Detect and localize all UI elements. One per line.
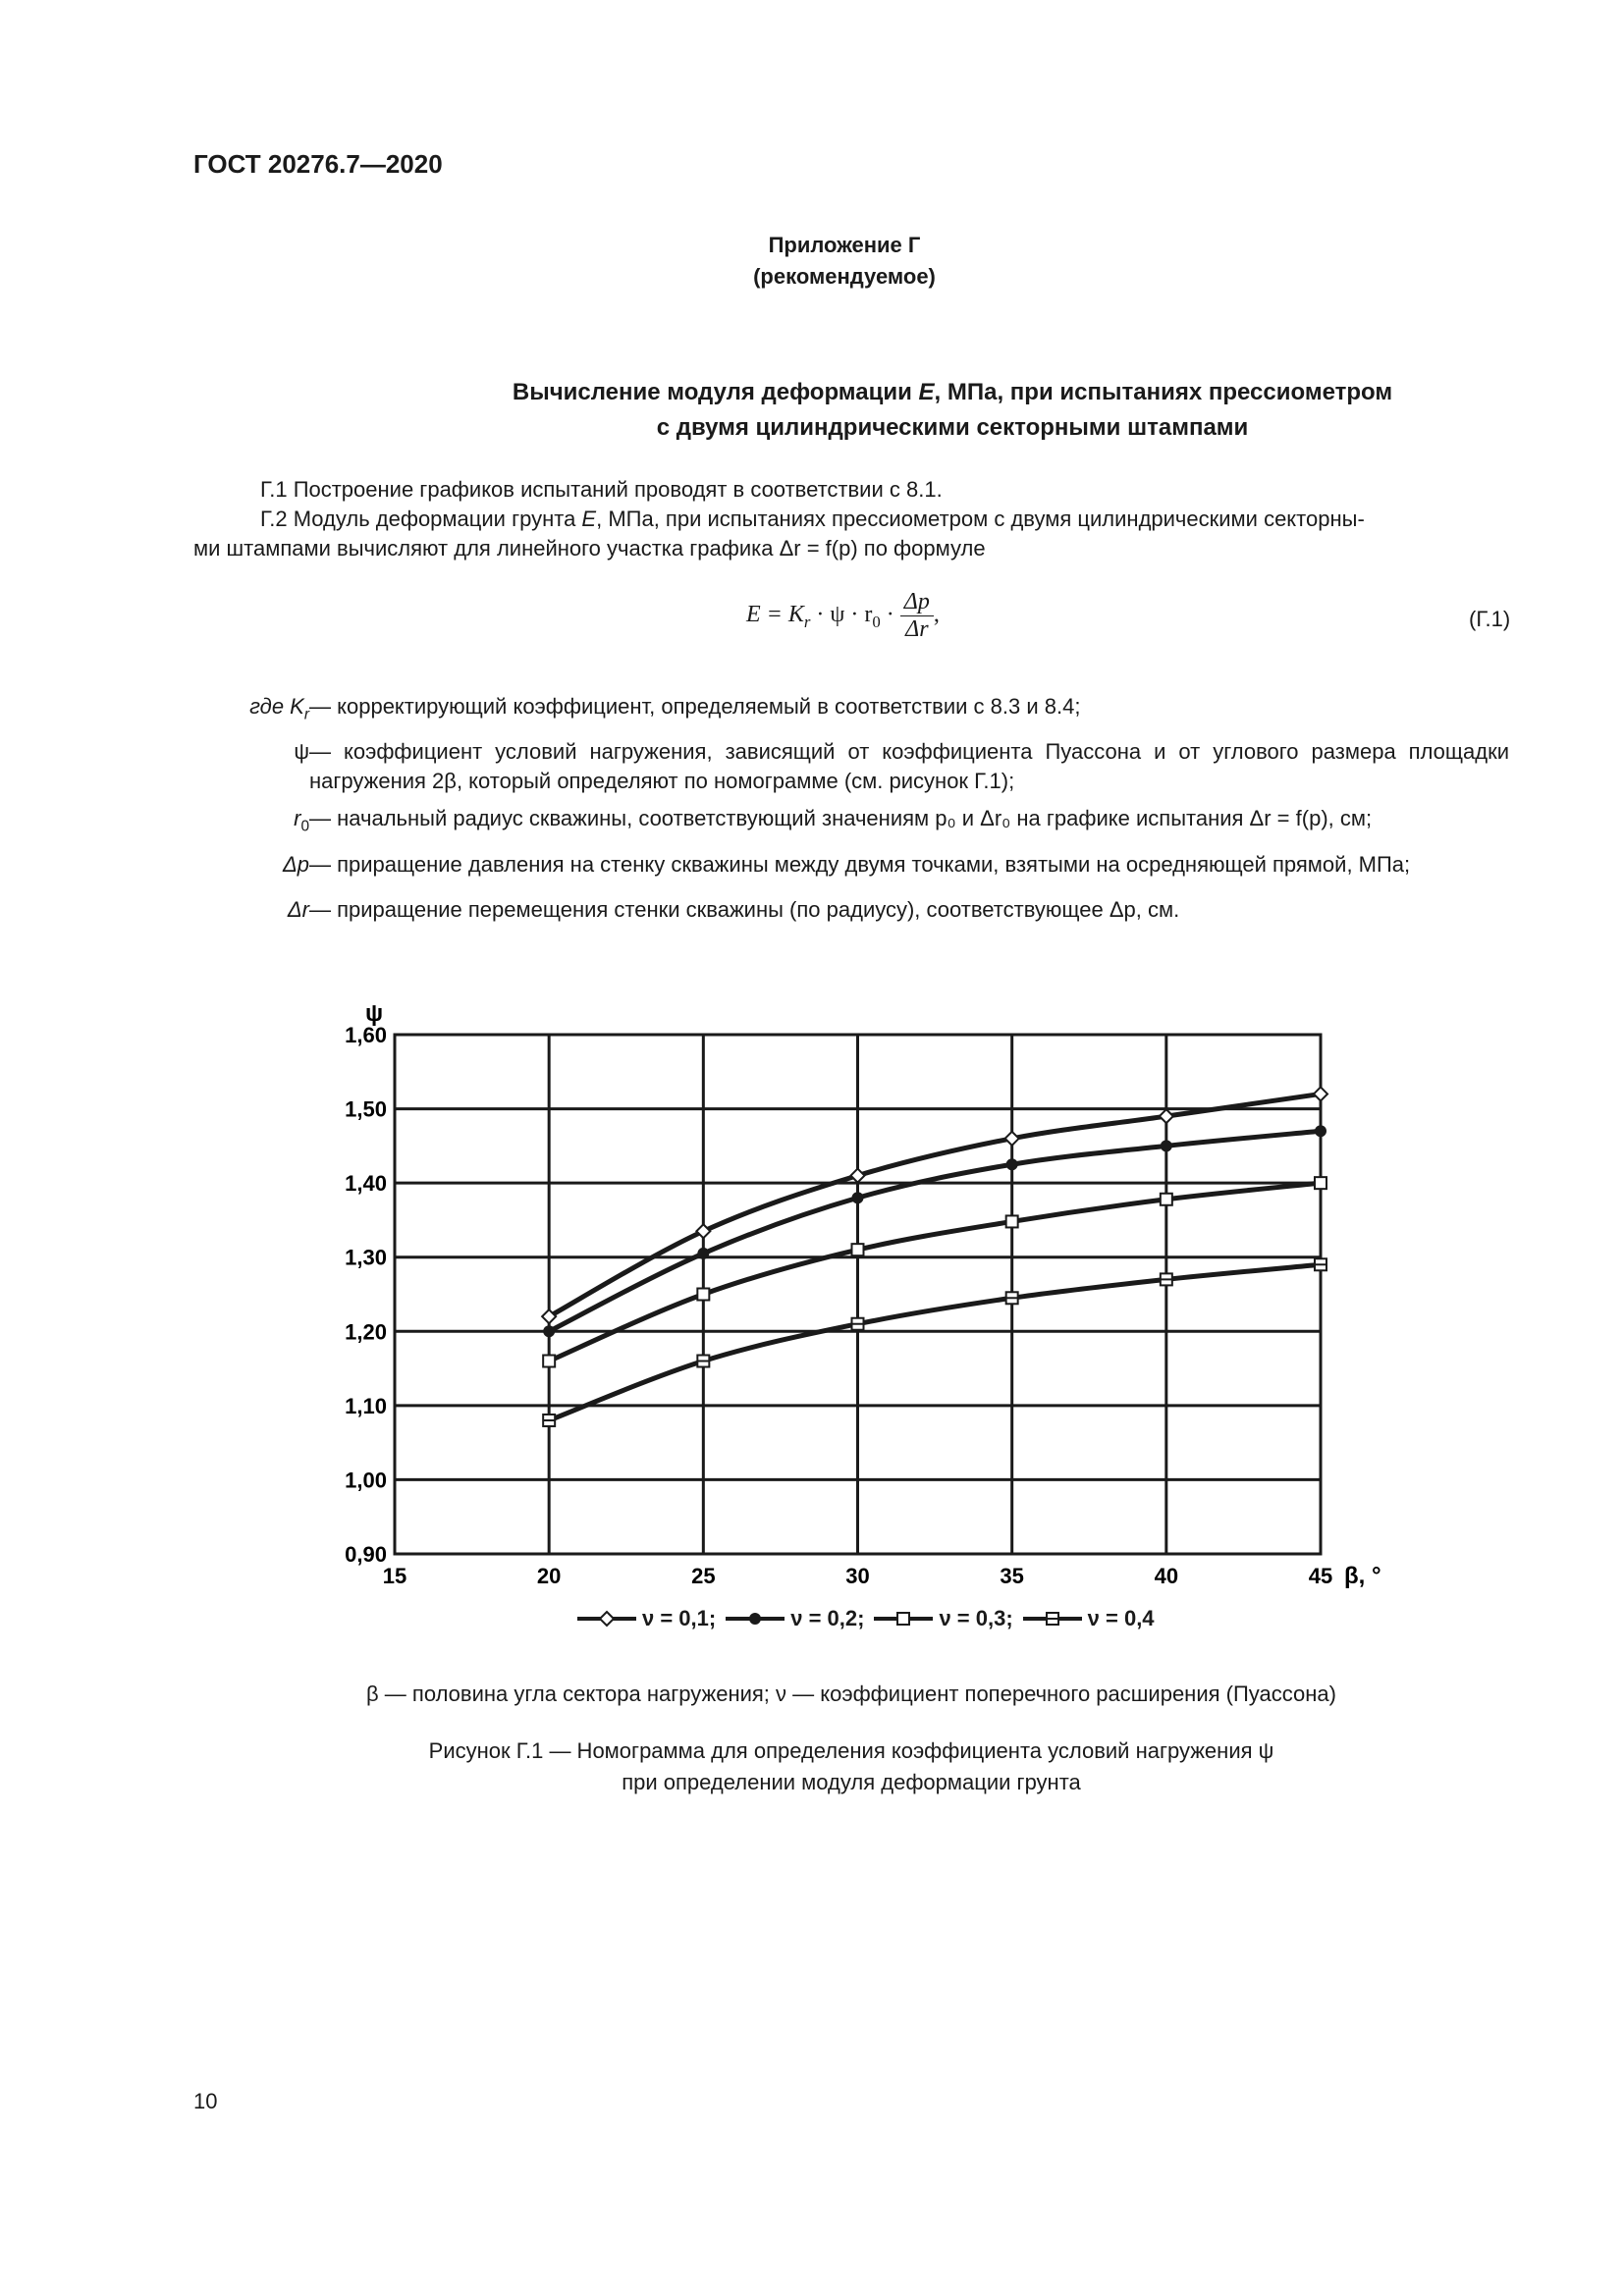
data-point-dot — [1006, 1158, 1018, 1170]
formula-number: (Г.1) — [1469, 607, 1511, 631]
x-tick-label: 30 — [845, 1564, 870, 1588]
data-point-dot — [852, 1192, 864, 1203]
data-point-square — [1006, 1215, 1018, 1227]
legend-marker-dot — [726, 1609, 785, 1629]
x-axis-label: β, ° — [1344, 1563, 1381, 1589]
chart-legend — [577, 1606, 1164, 1631]
figure-caption-line1: Рисунок Г.1 — Номограмма для определения коэффициента условий нагружения ψ — [428, 1738, 1274, 1763]
y-tick-label: 1,60 — [345, 1023, 387, 1047]
y-tick-label: 1,40 — [345, 1171, 387, 1197]
data-point-diamond — [1005, 1132, 1019, 1146]
x-tick-label: 40 — [1154, 1564, 1179, 1588]
definition-dr: Δr — приращение перемещения стенки скважины (по радиусу), соответствующее Δp, см. — [287, 897, 1180, 923]
data-point-diamond — [1314, 1087, 1327, 1100]
annex-title: Приложение Г — [768, 233, 921, 257]
legend-item-nu-04: ν = 0,4 — [1023, 1606, 1155, 1631]
definition-r0: $r_0$ — начальный радиус скважины, соответствующий значениям p₀ и Δr₀ на графике испытания Δr = f(p), см; — [294, 806, 1373, 835]
data-point-square — [697, 1289, 709, 1301]
data-point-dot — [1161, 1140, 1172, 1151]
x-tick-label: 20 — [536, 1564, 562, 1588]
data-point-square — [543, 1356, 555, 1367]
definition-dp: Δp — приращение давления на стенку скважины между двумя точками, взятыми на осредняющей прямой, МПа; — [283, 851, 1411, 877]
figure-caption-line2: при определении модуля деформации грунта — [622, 1770, 1081, 1794]
data-point-dot — [543, 1325, 555, 1337]
annex-status: (рекомендуемое) — [753, 264, 936, 289]
legend-item-nu-03: ν = 0,3; — [874, 1606, 1012, 1631]
section-title: Вычисление модуля деформации E, МПа, при испытаниях прессиометром с двумя цилиндрическими секторными штампами — [512, 379, 1393, 441]
y-tick-label: 1,20 — [345, 1319, 387, 1345]
y-axis-label: ψ — [365, 1000, 384, 1027]
legend-item-nu-02: ν = 0,2; — [726, 1606, 864, 1631]
figure-note: β — половина угла сектора нагружения; ν — коэффициент поперечного расширения (Пуассона) — [366, 1682, 1336, 1706]
data-point-square — [1161, 1194, 1172, 1205]
x-tick-label: 35 — [1000, 1564, 1024, 1588]
data-point-dot — [697, 1248, 709, 1259]
y-tick-label: 1,30 — [345, 1245, 387, 1270]
y-tick-label: 1,50 — [345, 1096, 387, 1122]
data-point-dot — [1315, 1125, 1326, 1137]
y-tick-label: 1,10 — [345, 1393, 387, 1418]
legend-marker-square — [874, 1609, 933, 1629]
legend-item-nu-01: ν = 0,1; — [577, 1606, 716, 1631]
series-line-1 — [549, 1094, 1321, 1316]
y-tick-label: 1,00 — [345, 1468, 387, 1493]
paragraph-g2: Г.2 Модуль деформации грунта E, МПа, при испытаниях прессиометром с двумя цилиндрическими секторны- — [260, 507, 1365, 531]
legend-marker-crossed-square — [1023, 1609, 1082, 1629]
data-point-square — [1315, 1177, 1326, 1189]
series-line-2 — [549, 1131, 1321, 1331]
data-point-square — [852, 1244, 864, 1255]
y-tick-label: 0,90 — [345, 1542, 387, 1567]
x-tick-label: 45 — [1308, 1564, 1333, 1588]
page-number: 10 — [193, 2089, 218, 2113]
document-code: ГОСТ 20276.7—2020 — [193, 149, 443, 179]
series-line-4 — [549, 1264, 1321, 1420]
x-tick-label: 15 — [382, 1564, 407, 1588]
data-point-diamond — [1160, 1109, 1173, 1123]
x-tick-label: 25 — [691, 1564, 716, 1588]
paragraph-g2-cont: ми штампами вычисляют для линейного участка графика Δr = f(p) по формуле — [193, 536, 986, 561]
paragraph-g1: Г.1 Построение графиков испытаний проводят в соответствии с 8.1. — [260, 477, 943, 502]
definition-psi: ψ — коэффициент условий нагружения, зависящий от коэффициента Пуассона и от углового размера площадки нагружения 2β, который определяют по номограмме (см. рисунок Г.1); — [294, 739, 1509, 794]
legend-marker-diamond — [577, 1609, 636, 1629]
definition-kr: где $K_r$ — корректирующий коэффициент, определяемый в соответствии с 8.3 и 8.4; — [249, 694, 1081, 723]
data-point-diamond — [851, 1169, 865, 1183]
formula: $E = K_r \cdot \psi \cdot r_0$ · $\frac{\Delta p}{\Delta r}$ , — [746, 589, 940, 642]
